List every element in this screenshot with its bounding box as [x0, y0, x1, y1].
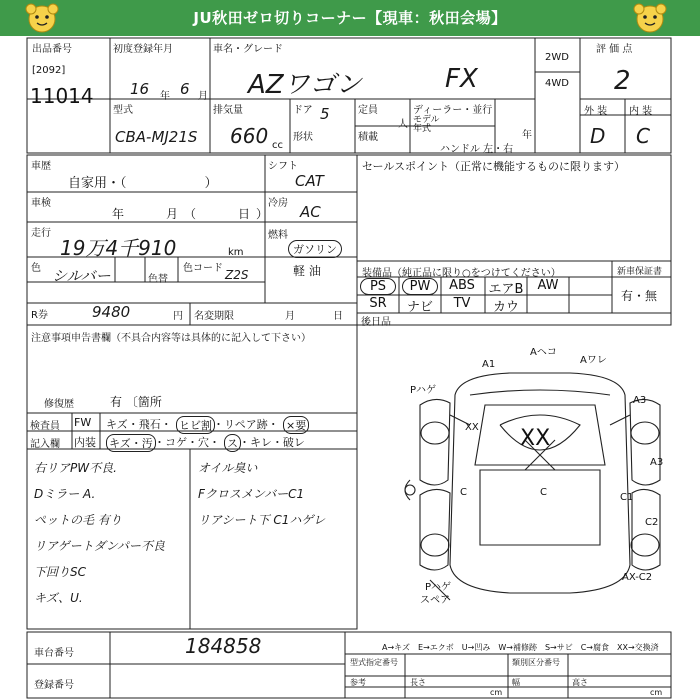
chassis-number: 184858	[185, 634, 262, 658]
mileage: 19万4千910	[60, 236, 177, 260]
diagram-mark: Pハゲ	[410, 385, 437, 396]
label-sales-point: セールスポイント（正常に機能するものに限ります）	[362, 160, 626, 173]
car-damage-diagram	[390, 345, 680, 610]
label-capacity: 定員	[358, 105, 378, 116]
note-line: 下回りSC	[34, 565, 86, 579]
car-grade: FX	[445, 64, 478, 94]
aircon: AC	[300, 203, 321, 221]
label-first-reg: 初度登録年月	[113, 44, 173, 55]
note-line: リアシート下 C1ハゲレ	[198, 513, 326, 527]
doors: 5	[320, 105, 330, 123]
grade-score: 2	[614, 66, 631, 96]
diagram-mark: XX	[520, 426, 551, 451]
check-item: ス	[224, 434, 241, 452]
exterior-grade: D	[590, 124, 606, 148]
label-type-designation: 型式指定番号	[350, 658, 398, 667]
diagram-mark: C2	[645, 517, 659, 528]
label-color-code: 色コード	[183, 263, 223, 274]
label-color-change: 色替	[148, 274, 168, 285]
diagram-mark: Aヘコ	[530, 347, 557, 358]
check-item: キズ・汚	[106, 434, 156, 452]
label-model-year: モデル 年式	[413, 115, 440, 134]
interior-grade: C	[636, 124, 650, 148]
repair-history: 有 〔箇所	[110, 395, 162, 409]
fuel-alt: 軽 油	[293, 264, 321, 278]
label-inspector: 検査員	[30, 421, 60, 432]
diagram-mark: C	[460, 487, 467, 498]
first-reg-month: 6	[180, 80, 190, 98]
check-item: FW	[74, 416, 92, 429]
displacement: 660	[230, 124, 269, 148]
label-interior: 内 装	[629, 106, 653, 117]
diagram-mark: A3	[650, 457, 664, 468]
warranty: 有・無	[621, 289, 658, 303]
diagram-mark: Pハゲ	[425, 582, 452, 593]
label-chassis: 車台番号	[34, 648, 74, 659]
label-car-name: 車名・グレード	[213, 44, 283, 55]
equipment-item: SR	[369, 296, 387, 311]
diagram-mark: A1	[482, 359, 496, 370]
label-repair-history: 修復歴	[44, 399, 74, 410]
label-grade: 評 価 点	[596, 44, 633, 55]
diagram-mark: スペア	[420, 595, 450, 606]
label-doors: ドア	[293, 105, 313, 116]
equipment-item: PW	[402, 278, 438, 295]
label-shift: シフト	[268, 161, 298, 172]
label-4wd: 4WD	[545, 78, 569, 89]
diagram-mark: AX-C2	[622, 572, 653, 583]
check-item: ヒビ割	[176, 416, 215, 434]
note-line: 右リアPW不良.	[34, 461, 117, 475]
note-line: オイル臭い	[198, 461, 258, 475]
label-equipment: 装備品（純正品に限り○をつけてください）	[362, 268, 561, 279]
diagram-mark: XX	[465, 422, 479, 433]
diagram-mark: C	[540, 487, 547, 498]
check-item: 内装	[74, 436, 96, 449]
fuel-selected: ガソリン	[288, 240, 342, 258]
equipment-item: TV	[453, 296, 471, 311]
equipment-item: ABS	[449, 278, 475, 293]
label-r-ticket: R券	[31, 310, 48, 321]
model-code: CBA-MJ21S	[115, 128, 198, 146]
label-fuel: 燃料	[268, 230, 288, 241]
color-code: Z2S	[225, 268, 249, 282]
diagram-mark: C1	[620, 492, 634, 503]
label-aircon: 冷房	[268, 198, 288, 209]
equipment-item: PS	[360, 278, 396, 295]
label-notes: 注意事項申告書欄（不具合内容等は具体的に記入して下さい）	[31, 333, 311, 344]
label-displacement: 排気量	[213, 105, 243, 116]
label-lot-number: 出品番号	[32, 44, 72, 55]
page-title: JU秋田ゼロ切りコーナー【現車：秋田会場】	[193, 9, 507, 27]
note-line: リアゲートダンパー不良	[34, 539, 165, 553]
check-item: キズ・飛石・	[106, 418, 172, 431]
damage-legend: A→キズ E→エクボ U→凹み W→補修跡 S→サビ C→腐食 XX→交換済	[382, 643, 659, 652]
label-load: 積載	[358, 132, 378, 143]
label-2wd: 2WD	[545, 52, 569, 63]
label-handle: ハンドル 左・右	[440, 144, 514, 155]
equipment-item: エアB	[488, 282, 524, 297]
label-mileage: 走行	[31, 228, 51, 239]
usage: 自家用・（ ）	[68, 176, 218, 191]
lot-sub-code: [2092]	[32, 65, 66, 76]
car-name: AZワゴン	[248, 70, 362, 100]
note-line: FクロスメンバーC1	[198, 487, 305, 501]
first-reg-year: 16	[130, 80, 150, 98]
note-line: キズ、U.	[34, 591, 83, 605]
shift: CAT	[295, 172, 324, 190]
r-ticket: 9480	[92, 303, 131, 321]
equipment-item: AW	[537, 278, 559, 293]
equipment-item: カウ	[492, 300, 519, 315]
color: シルバー	[52, 267, 111, 285]
label-reg-number: 登録番号	[34, 680, 74, 691]
diagram-mark: Aワレ	[580, 355, 607, 366]
note-line: Dミラー A.	[34, 487, 96, 501]
label-warranty: 新車保証書	[617, 267, 663, 277]
label-color: 色	[31, 263, 41, 274]
label-after: 後日品	[361, 317, 391, 328]
diagram-mark: A3	[633, 395, 647, 406]
check-item: ・リペア跡・	[213, 418, 279, 431]
equipment-item: ナビ	[406, 300, 433, 315]
check-item: ・キレ・破レ	[239, 436, 305, 449]
note-line: ペットの毛 有り	[34, 513, 122, 527]
check-item: ・コゲ・穴・	[154, 436, 220, 449]
label-name-change: 名変期限	[194, 311, 234, 322]
label-exterior: 外 装	[584, 106, 608, 117]
label-recorder: 記入欄	[30, 439, 60, 450]
label-inspection: 車検	[31, 198, 51, 209]
check-item: ×要	[283, 416, 309, 434]
label-shape: 形状	[293, 132, 313, 143]
label-usage: 車歴	[31, 161, 51, 172]
label-model: 型式	[113, 105, 133, 116]
label-dealer: ディーラー・並行	[413, 105, 493, 116]
lot-number: 11014	[30, 84, 94, 108]
label-category: 類別区分番号	[512, 658, 560, 667]
